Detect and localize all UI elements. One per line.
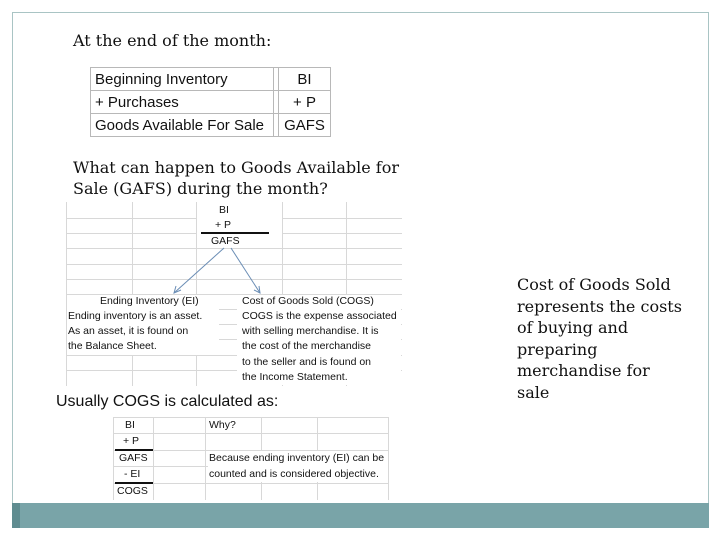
side-note-line: merchandise for xyxy=(517,361,650,380)
sum-line xyxy=(115,482,153,484)
side-note-line: represents the costs xyxy=(517,296,682,316)
table-cell: GAFS xyxy=(279,114,331,137)
table-cell: BI xyxy=(279,68,331,91)
side-note-line: preparing xyxy=(517,339,598,359)
cogs-line: with selling merchandise. It is xyxy=(242,325,379,337)
usually-text: Usually COGS is calculated as: xyxy=(56,393,279,410)
cogs-result: COGS xyxy=(117,485,148,497)
side-note-line: sale xyxy=(517,382,550,402)
heading: At the end of the month: xyxy=(73,31,272,50)
table-row xyxy=(91,91,331,114)
question-line: Sale (GAFS) during the month? xyxy=(73,179,328,198)
table-cell: Beginning Inventory xyxy=(91,68,274,91)
ending-inventory-line: Ending inventory is an asset. xyxy=(68,310,203,322)
diagram-plus-p: + P xyxy=(215,219,232,231)
side-note-line: Cost of Goods Sold xyxy=(517,275,671,294)
cogs-minus-ei: - EI xyxy=(124,468,141,480)
inventory-table xyxy=(90,67,331,137)
why-label: Why? xyxy=(209,419,236,431)
table-cell: Goods Available For Sale xyxy=(91,114,274,137)
footer-bar xyxy=(12,503,709,528)
table-cell: + P xyxy=(279,91,331,114)
reason-line: Because ending inventory (EI) can be xyxy=(209,452,385,464)
cogs-line: COGS is the expense associated xyxy=(242,310,397,322)
diagram-gafs: GAFS xyxy=(211,235,240,247)
gafs-diagram xyxy=(66,202,402,386)
side-note xyxy=(517,274,697,403)
table-row xyxy=(91,68,331,91)
cogs-title: Cost of Goods Sold (COGS) xyxy=(242,295,374,307)
table-row xyxy=(91,114,331,137)
reason-line: counted and is considered objective. xyxy=(209,468,379,480)
side-note-line: of buying and xyxy=(517,318,629,337)
question-text xyxy=(73,157,413,199)
cogs-line: to the seller and is found on xyxy=(242,356,372,368)
ending-inventory-line: the Balance Sheet. xyxy=(68,340,157,352)
cogs-plus-p: + P xyxy=(123,435,140,447)
cogs-line: the Income Statement. xyxy=(242,371,348,383)
cogs-table xyxy=(113,417,389,500)
cogs-bi: BI xyxy=(125,419,135,431)
diagram-bi: BI xyxy=(219,204,229,216)
ending-inventory-title: Ending Inventory (EI) xyxy=(100,295,199,307)
cogs-line: the cost of the merchandise xyxy=(242,340,371,352)
cogs-gafs: GAFS xyxy=(119,452,148,464)
question-line: What can happen to Goods Available for xyxy=(73,158,399,177)
table-cell: + Purchases xyxy=(91,91,274,114)
ending-inventory-line: As an asset, it is found on xyxy=(68,325,189,337)
sum-line xyxy=(115,449,153,451)
